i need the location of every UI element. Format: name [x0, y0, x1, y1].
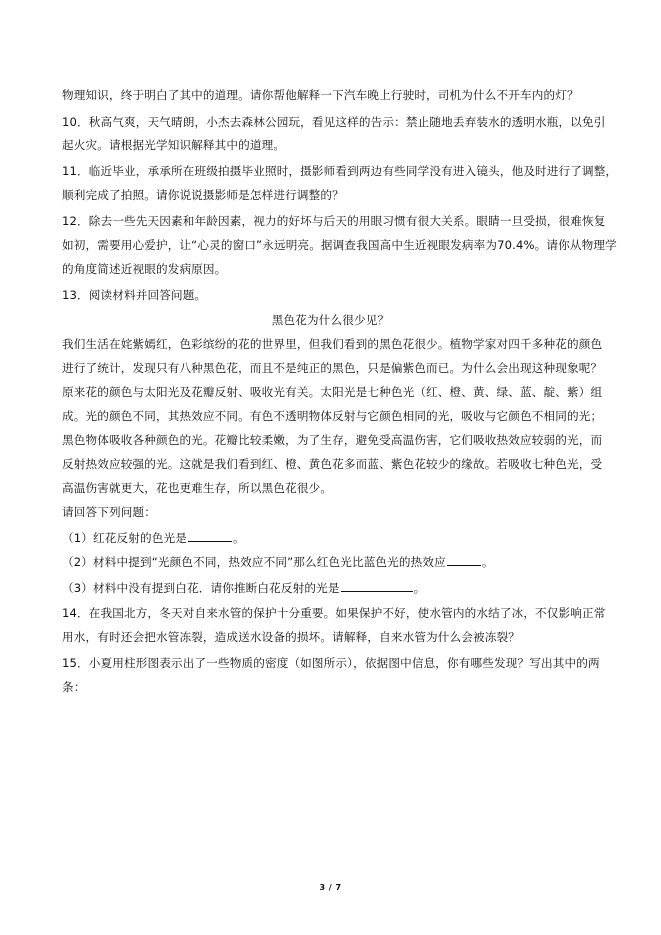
- sub-question-3-text: （3）材料中没有提到白花．请你推断白花反射的光是: [62, 581, 340, 595]
- q10-line-1: 10．秋高气爽，天气晴朗，小杰去森林公园玩，看见这样的告示：禁止随地丢弃装水的透明水瓶，以免引: [62, 115, 606, 129]
- passage-line-3: 原来花的颜色与太阳光及花瓣反射、吸收光有关。太阳光是七种色光（红、橙、黄、绿、蓝、靛、紫）组: [62, 385, 603, 399]
- answer-blank-3[interactable]: [341, 580, 413, 592]
- q12-line-3: 的角度简述近视眼的发病原因。: [62, 262, 227, 276]
- answer-blank-2[interactable]: [447, 554, 481, 566]
- sub-question-1: [62, 530, 602, 545]
- passage-title: 黑色花为什么很少见？: [271, 313, 390, 327]
- q14-line-1: 14．在我国北方，冬天对自来水管的保护十分重要。如果保护不好，使水管内的水结了冰，不仅影响正常: [62, 606, 606, 620]
- sub-question-3: [62, 580, 602, 595]
- q11-line-1: 11．临近毕业，承承所在班级拍摄毕业照时，摄影师看到两边有些同学没有进入镜头，他及时进行了调整，: [62, 164, 618, 178]
- passage-line-4: 成。光的颜色不同，其热效应不同。有色不透明物体反射与它颜色相同的光，吸收与它颜色不相同的光；: [62, 409, 603, 423]
- q9-continuation: 物理知识，终于明白了其中的道理。请你帮他解释一下汽车晚上行驶时，司机为什么不开车内的灯？: [62, 88, 579, 102]
- page-number: 3 / 7: [319, 883, 342, 892]
- sub-question-3-end: 。: [413, 581, 426, 595]
- passage-line-6: 反射热效应较强的光。这就是我们看到红、橙、黄色花多而蓝、紫色花较少的缘故。若吸收七种色光，受: [62, 457, 603, 471]
- q12-line-1: 12．除去一些先天因素和年龄因素，视力的好坏与后天的用眼习惯有很大关系。眼睛一旦受损，很难恢复: [62, 214, 606, 228]
- q15-line-1: 15．小夏用柱形图表示出了一些物质的密度（如图所示），依据图中信息，你有哪些发现？写出其中的两: [62, 656, 600, 670]
- q15-line-2: 条：: [62, 680, 86, 694]
- passage-line-7: 高温伤害就更大，花也更难生存，所以黑色花很少。: [62, 481, 333, 495]
- passage-line-2: 进行了统计，发现只有八种黑色花，而且不是纯正的黑色，只是偏紫色而已。为什么会出现这种现象呢？: [62, 361, 603, 375]
- q10-line-2: 起火灾。请根据光学知识解释其中的道理。: [62, 138, 286, 152]
- answer-blank-1[interactable]: [188, 530, 232, 542]
- q14-line-2: 用水，有时还会把水管冻裂，造成送水设备的损坏。请解释，自来水管为什么会被冻裂？: [62, 630, 521, 644]
- q11-line-2: 顺利完成了拍照。请你说说摄影师是怎样进行调整的？: [62, 188, 344, 202]
- passage-line-5: 黑色物体吸收各种颜色的光。花瓣比较柔嫩，为了生存，避免受高温伤害，它们吸收热效应较弱的光，而: [62, 433, 603, 447]
- q12-line-2: 如初，需要用心爱护，让“心灵的窗口”永远明亮。据调查我国高中生近视眼发病率为70.4%。请你从物理学: [62, 238, 617, 252]
- sub-question-2-end: 。: [481, 555, 494, 569]
- q13-line: 13．阅读材料并回答问题。: [62, 288, 207, 302]
- sub-question-1-text: （1）红花反射的色光是: [62, 531, 187, 545]
- questions-intro: 请回答下列问题：: [62, 505, 156, 519]
- sub-question-2: [62, 554, 602, 569]
- sub-question-1-end: 。: [232, 531, 245, 545]
- passage-line-1: 我们生活在姹紫嫣红，色彩缤纷的花的世界里，但我们看到的黑色花很少。植物学家对四千多种花的颜色: [62, 337, 603, 351]
- sub-question-2-text: （2）材料中提到“光颜色不同，热效应不同”那么红色光比蓝色光的热效应: [62, 555, 446, 569]
